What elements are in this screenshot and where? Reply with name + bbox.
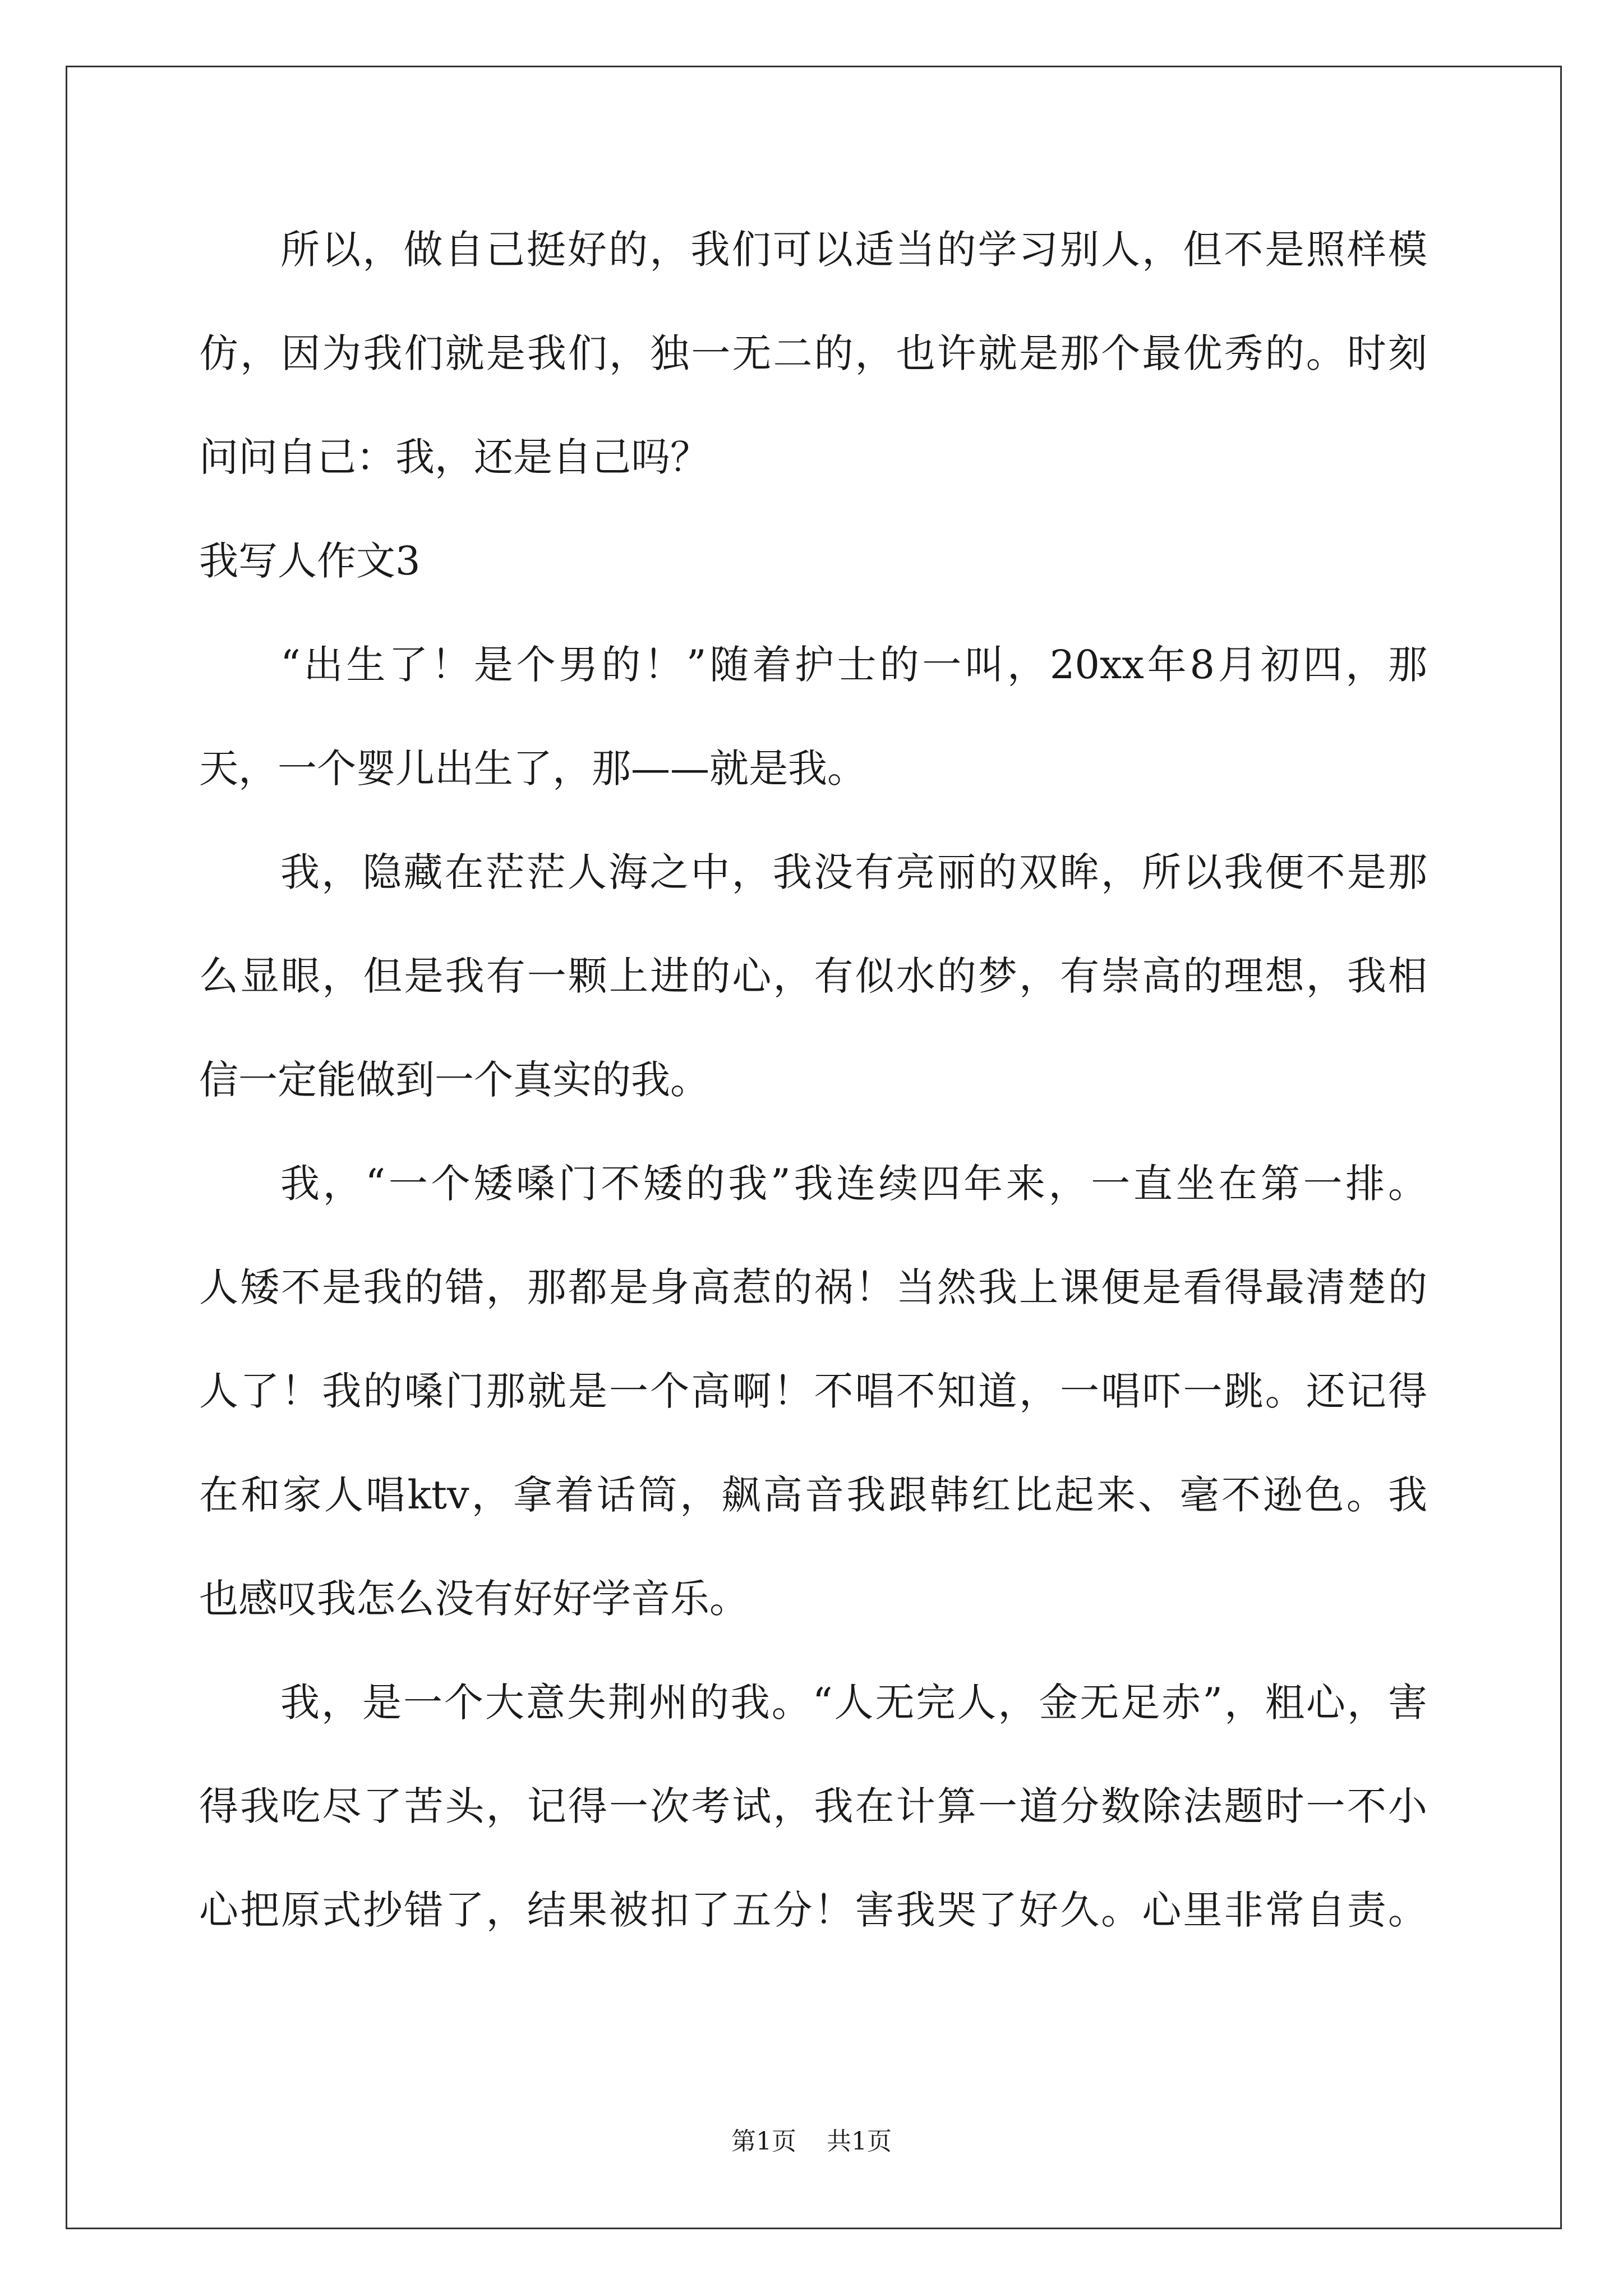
paragraph-line: 我，是一个大意失荆州的我。“人无完人，金无足赤”，粗心，害 bbox=[280, 1680, 1427, 1726]
section-heading: 我写人作文3 bbox=[199, 538, 421, 584]
paragraph-line: 么显眼，但是我有一颗上进的心，有似水的梦，有崇高的理想，我相 bbox=[199, 953, 1427, 999]
paragraph-line: 人了！我的嗓门那就是一个高啊！不唱不知道，一唱吓一跳。还记得 bbox=[199, 1368, 1427, 1414]
page-total: 共1页 bbox=[827, 2127, 892, 2156]
paragraph-line: 我，隐藏在茫茫人海之中，我没有亮丽的双眸，所以我便不是那 bbox=[280, 849, 1427, 895]
paragraph-line: 也感叹我怎么没有好好学音乐。 bbox=[199, 1576, 749, 1622]
paragraph-line: “出生了！是个男的！”随着护士的一叫，20xx年8月初四，那 bbox=[280, 642, 1427, 688]
paragraph-line: 我，“一个矮嗓门不矮的我”我连续四年来，一直坐在第一排。 bbox=[280, 1161, 1427, 1207]
paragraph-line: 天，一个婴儿出生了，那——就是我。 bbox=[199, 746, 866, 792]
paragraph-line: 人矮不是我的错，那都是身高惹的祸！当然我上课便是看得最清楚的 bbox=[199, 1264, 1427, 1310]
page-number: 第1页 bbox=[731, 2127, 796, 2156]
page-footer bbox=[0, 2125, 1623, 2159]
paragraph-line: 仿，因为我们就是我们，独一无二的，也许就是那个最优秀的。时刻 bbox=[199, 330, 1427, 376]
paragraph-line: 在和家人唱ktv，拿着话筒，飙高音我跟韩红比起来、毫不逊色。我 bbox=[199, 1472, 1427, 1518]
paragraph-line: 心把原式抄错了，结果被扣了五分！害我哭了好久。心里非常自责。 bbox=[199, 1887, 1427, 1933]
paragraph-line: 信一定能做到一个真实的我。 bbox=[199, 1057, 709, 1103]
paragraph-line: 得我吃尽了苦头，记得一次考试，我在计算一道分数除法题时一不小 bbox=[199, 1783, 1427, 1829]
paragraph-line: 问问自己：我，还是自己吗？ bbox=[199, 434, 709, 480]
paragraph-line: 所以，做自己挺好的，我们可以适当的学习别人，但不是照样模 bbox=[280, 227, 1427, 273]
